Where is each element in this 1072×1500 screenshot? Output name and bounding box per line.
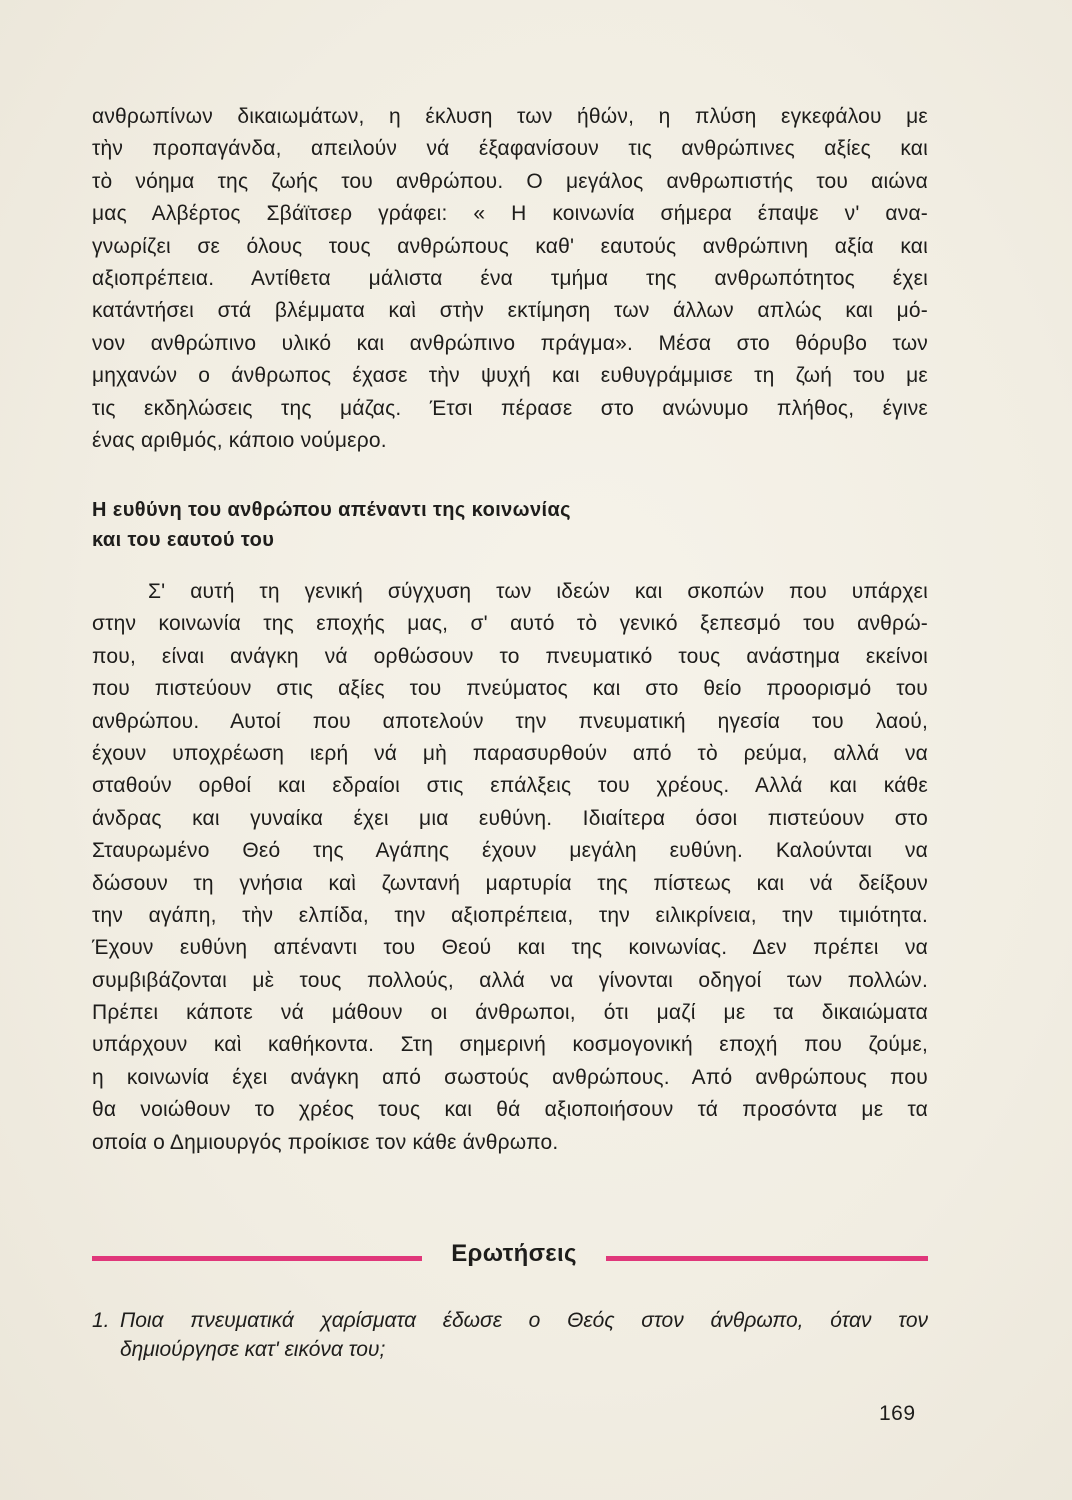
question-line: Ποια πνευματικά χαρίσματα έδωσε ο Θεός στον άνθρωπο, όταν τον xyxy=(120,1309,928,1332)
text-line: γνωρίζει σε όλους τους ανθρώπους καθ' εαυτούς ανθρώπινη αξία και xyxy=(92,234,928,258)
text-line: θα νοιώθουν το χρέος τους και θά αξιοποιήσουν τά προσόντα με τα xyxy=(92,1098,928,1122)
questions-header xyxy=(92,1238,928,1278)
text-line: Έχουν ευθύνη απέναντι του Θεού και της κοινωνίας. Δεν πρέπει να xyxy=(92,936,928,960)
text-line: που, είναι ανάγκη νά ορθώσουν το πνευματικό τους ανάστημα εκείνοι xyxy=(92,644,928,668)
text-line: συμβιβάζονται μὲ τους πολλούς, αλλά να γίνονται οδηγοί των πολλών. xyxy=(92,968,928,992)
text-line: οποία ο Δημιουργός προίκισε τον κάθε άνθρωπο. xyxy=(92,1130,559,1154)
question-text xyxy=(120,1306,928,1364)
text-line: άνδρας και γυναίκα έχει μια ευθύνη. Ιδιαίτερα όσοι πιστεύουν στο xyxy=(92,806,928,830)
text-line: η κοινωνία έχει ανάγκη από σωστούς ανθρώπους. Από ανθρώπους που xyxy=(92,1065,928,1089)
text-line: νον ανθρώπινο υλικό και ανθρώπινο πράγμα». Μέσα στο θόρυβο των xyxy=(92,331,928,355)
text-line: δώσουν τη γνήσια καὶ ζωντανή μαρτυρία της πίστεως και νά δείξουν xyxy=(92,871,928,895)
section-heading-line-1: Η ευθύνη του ανθρώπου απέναντι της κοινωνίας xyxy=(92,499,571,521)
text-line: που πιστεύουν στις αξίες του πνεύματος και στο θείο προορισμό του xyxy=(92,677,928,701)
text-line: την αγάπη, τὴν ελπίδα, την αξιοπρέπεια, την ειλικρίνεια, την τιμιότητα. xyxy=(92,903,928,927)
section-heading-line-2: και του εαυτού του xyxy=(92,529,275,551)
text-line: στην κοινωνία της εποχής μας, σ' αυτό τὸ γενικό ξεπεσμό του ανθρώ- xyxy=(92,612,928,636)
paragraph-2 xyxy=(92,576,928,1159)
text-line: Σταυρωμένο Θεό της Αγάπης έχουν μεγάλη ευθύνη. Καλούνται να xyxy=(92,839,928,863)
question-number: 1. xyxy=(92,1309,110,1332)
text-line: Πρέπει κάποτε νά μάθουν οι άνθρωποι, ότι μαζί με τα δικαιώματα xyxy=(92,1001,928,1025)
page-number: 169 xyxy=(879,1402,916,1425)
text-line: αξιοπρέπεια. Αντίθετα μάλιστα ένα τμήμα της ανθρωπότητος έχει xyxy=(92,266,928,290)
questions-rule-right xyxy=(606,1256,928,1261)
text-line: τὴν προπαγάνδα, απειλούν νά έξαφανίσουν τις ανθρώπινες αξίες και xyxy=(92,137,928,161)
text-line: μηχανών ο άνθρωπος έχασε τὴν ψυχή και ευθυγράμμισε τη ζωή του με xyxy=(92,364,928,388)
question-item xyxy=(92,1306,928,1364)
paragraph-1 xyxy=(92,101,928,457)
text-line: Σ' αυτή τη γενική σύγχυση των ιδεών και σκοπών που υπάρχει xyxy=(148,580,928,603)
text-line: μας Αλβέρτος Σβάϊτσερ γράφει: « Η κοινωνία σήμερα έπαψε ν' ανα- xyxy=(92,202,928,226)
question-line: δημιούργησε κατ' εικόνα του; xyxy=(120,1338,386,1361)
text-line: ανθρωπίνων δικαιωμάτων, η έκλυση των ήθών, η πλύση εγκεφάλου με xyxy=(92,105,928,128)
text-line: κατάντήσει στά βλέμματα καὶ στὴν εκτίμηση των άλλων απλώς και μό- xyxy=(92,299,928,323)
section-heading xyxy=(92,495,571,555)
text-line: υπάρχουν καὶ καθήκοντα. Στη σημερινή κοσμογονική εποχή που ζούμε, xyxy=(92,1033,928,1057)
text-line: ένας αριθμός, κάποιο νούμερο. xyxy=(92,428,387,452)
questions-title: Ερωτήσεις xyxy=(451,1240,577,1267)
questions-rule-left xyxy=(92,1256,422,1261)
text-line: έχουν υποχρέωση ιερή νά μὴ παρασυρθούν από τὸ ρεύμα, αλλά να xyxy=(92,741,928,765)
text-line: σταθούν ορθοί και εδραίοι στις επάλξεις του χρέους. Αλλά και κάθε xyxy=(92,774,928,798)
text-line: τις εκδηλώσεις της μάζας. Έτσι πέρασε στο ανώνυμο πλήθος, έγινε xyxy=(92,396,928,420)
text-line: ανθρώπου. Αυτοί που αποτελούν την πνευματική ηγεσία του λαού, xyxy=(92,709,928,733)
text-line: τὸ νόημα της ζωής του ανθρώπου. Ο μεγάλος ανθρωπιστής του αιώνα xyxy=(92,169,928,193)
